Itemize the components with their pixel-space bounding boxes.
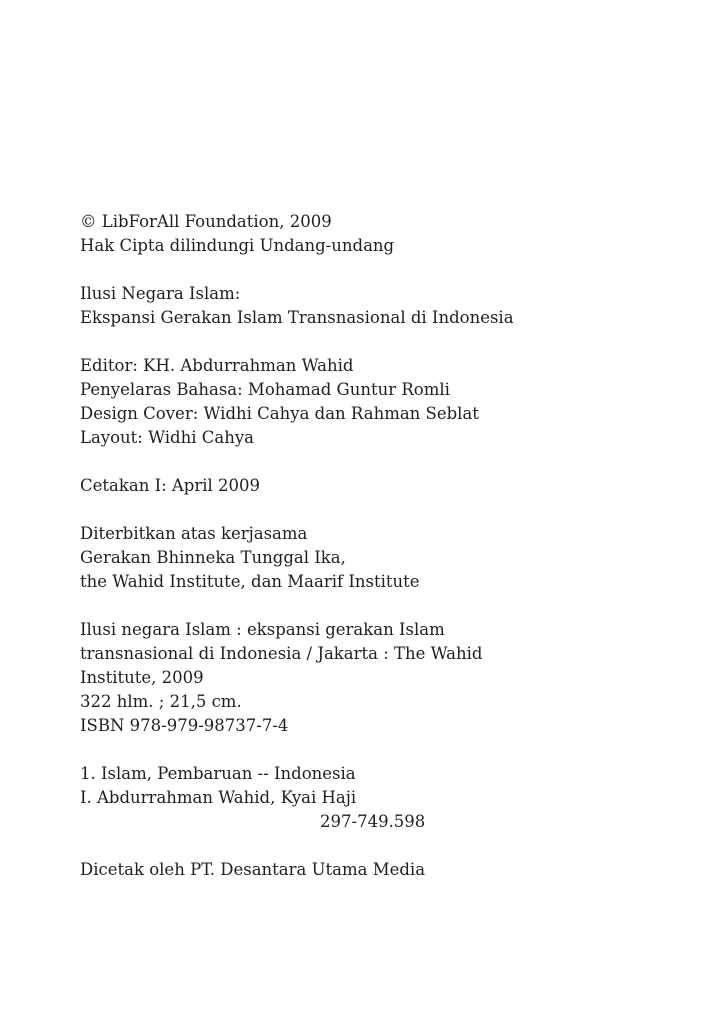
publisher-line-2: Gerakan Bhinneka Tunggal Ika, xyxy=(80,548,346,567)
language-editor-credit: Penyelaras Bahasa: Mohamad Guntur Romli xyxy=(80,380,450,399)
printer-line: Dicetak oleh PT. Desantara Utama Media xyxy=(80,860,426,879)
publisher-line-1: Diterbitkan atas kerjasama xyxy=(80,524,308,543)
publisher-line-3: the Wahid Institute, dan Maarif Institute xyxy=(80,572,420,591)
book-title: Ilusi Negara Islam: xyxy=(80,284,241,303)
editor-credit: Editor: KH. Abdurrahman Wahid xyxy=(80,356,354,375)
catalog-line-2: transnasional di Indonesia / Jakarta : The Wahid xyxy=(80,644,483,663)
book-subtitle: Ekspansi Gerakan Islam Transnasional di Indonesia xyxy=(80,308,514,327)
subject-line-1: 1. Islam, Pembaruan -- Indonesia xyxy=(80,764,356,783)
copyright-line: © LibForAll Foundation, 2009 xyxy=(80,212,332,231)
isbn-line: ISBN 978-979-98737-7-4 xyxy=(80,716,289,735)
cover-design-credit: Design Cover: Widhi Cahya dan Rahman Seblat xyxy=(80,404,479,423)
catalog-line-1: Ilusi negara Islam : ekspansi gerakan Islam xyxy=(80,620,445,639)
layout-credit: Layout: Widhi Cahya xyxy=(80,428,255,447)
edition-line: Cetakan I: April 2009 xyxy=(80,476,261,495)
subject-line-2: I. Abdurrahman Wahid, Kyai Haji xyxy=(80,788,357,807)
catalog-pages: 322 hlm. ; 21,5 cm. xyxy=(80,692,242,711)
catalog-line-3: Institute, 2009 xyxy=(80,668,204,687)
classification-number: 297-749.598 xyxy=(320,812,426,831)
rights-line: Hak Cipta dilindungi Undang-undang xyxy=(80,236,395,255)
